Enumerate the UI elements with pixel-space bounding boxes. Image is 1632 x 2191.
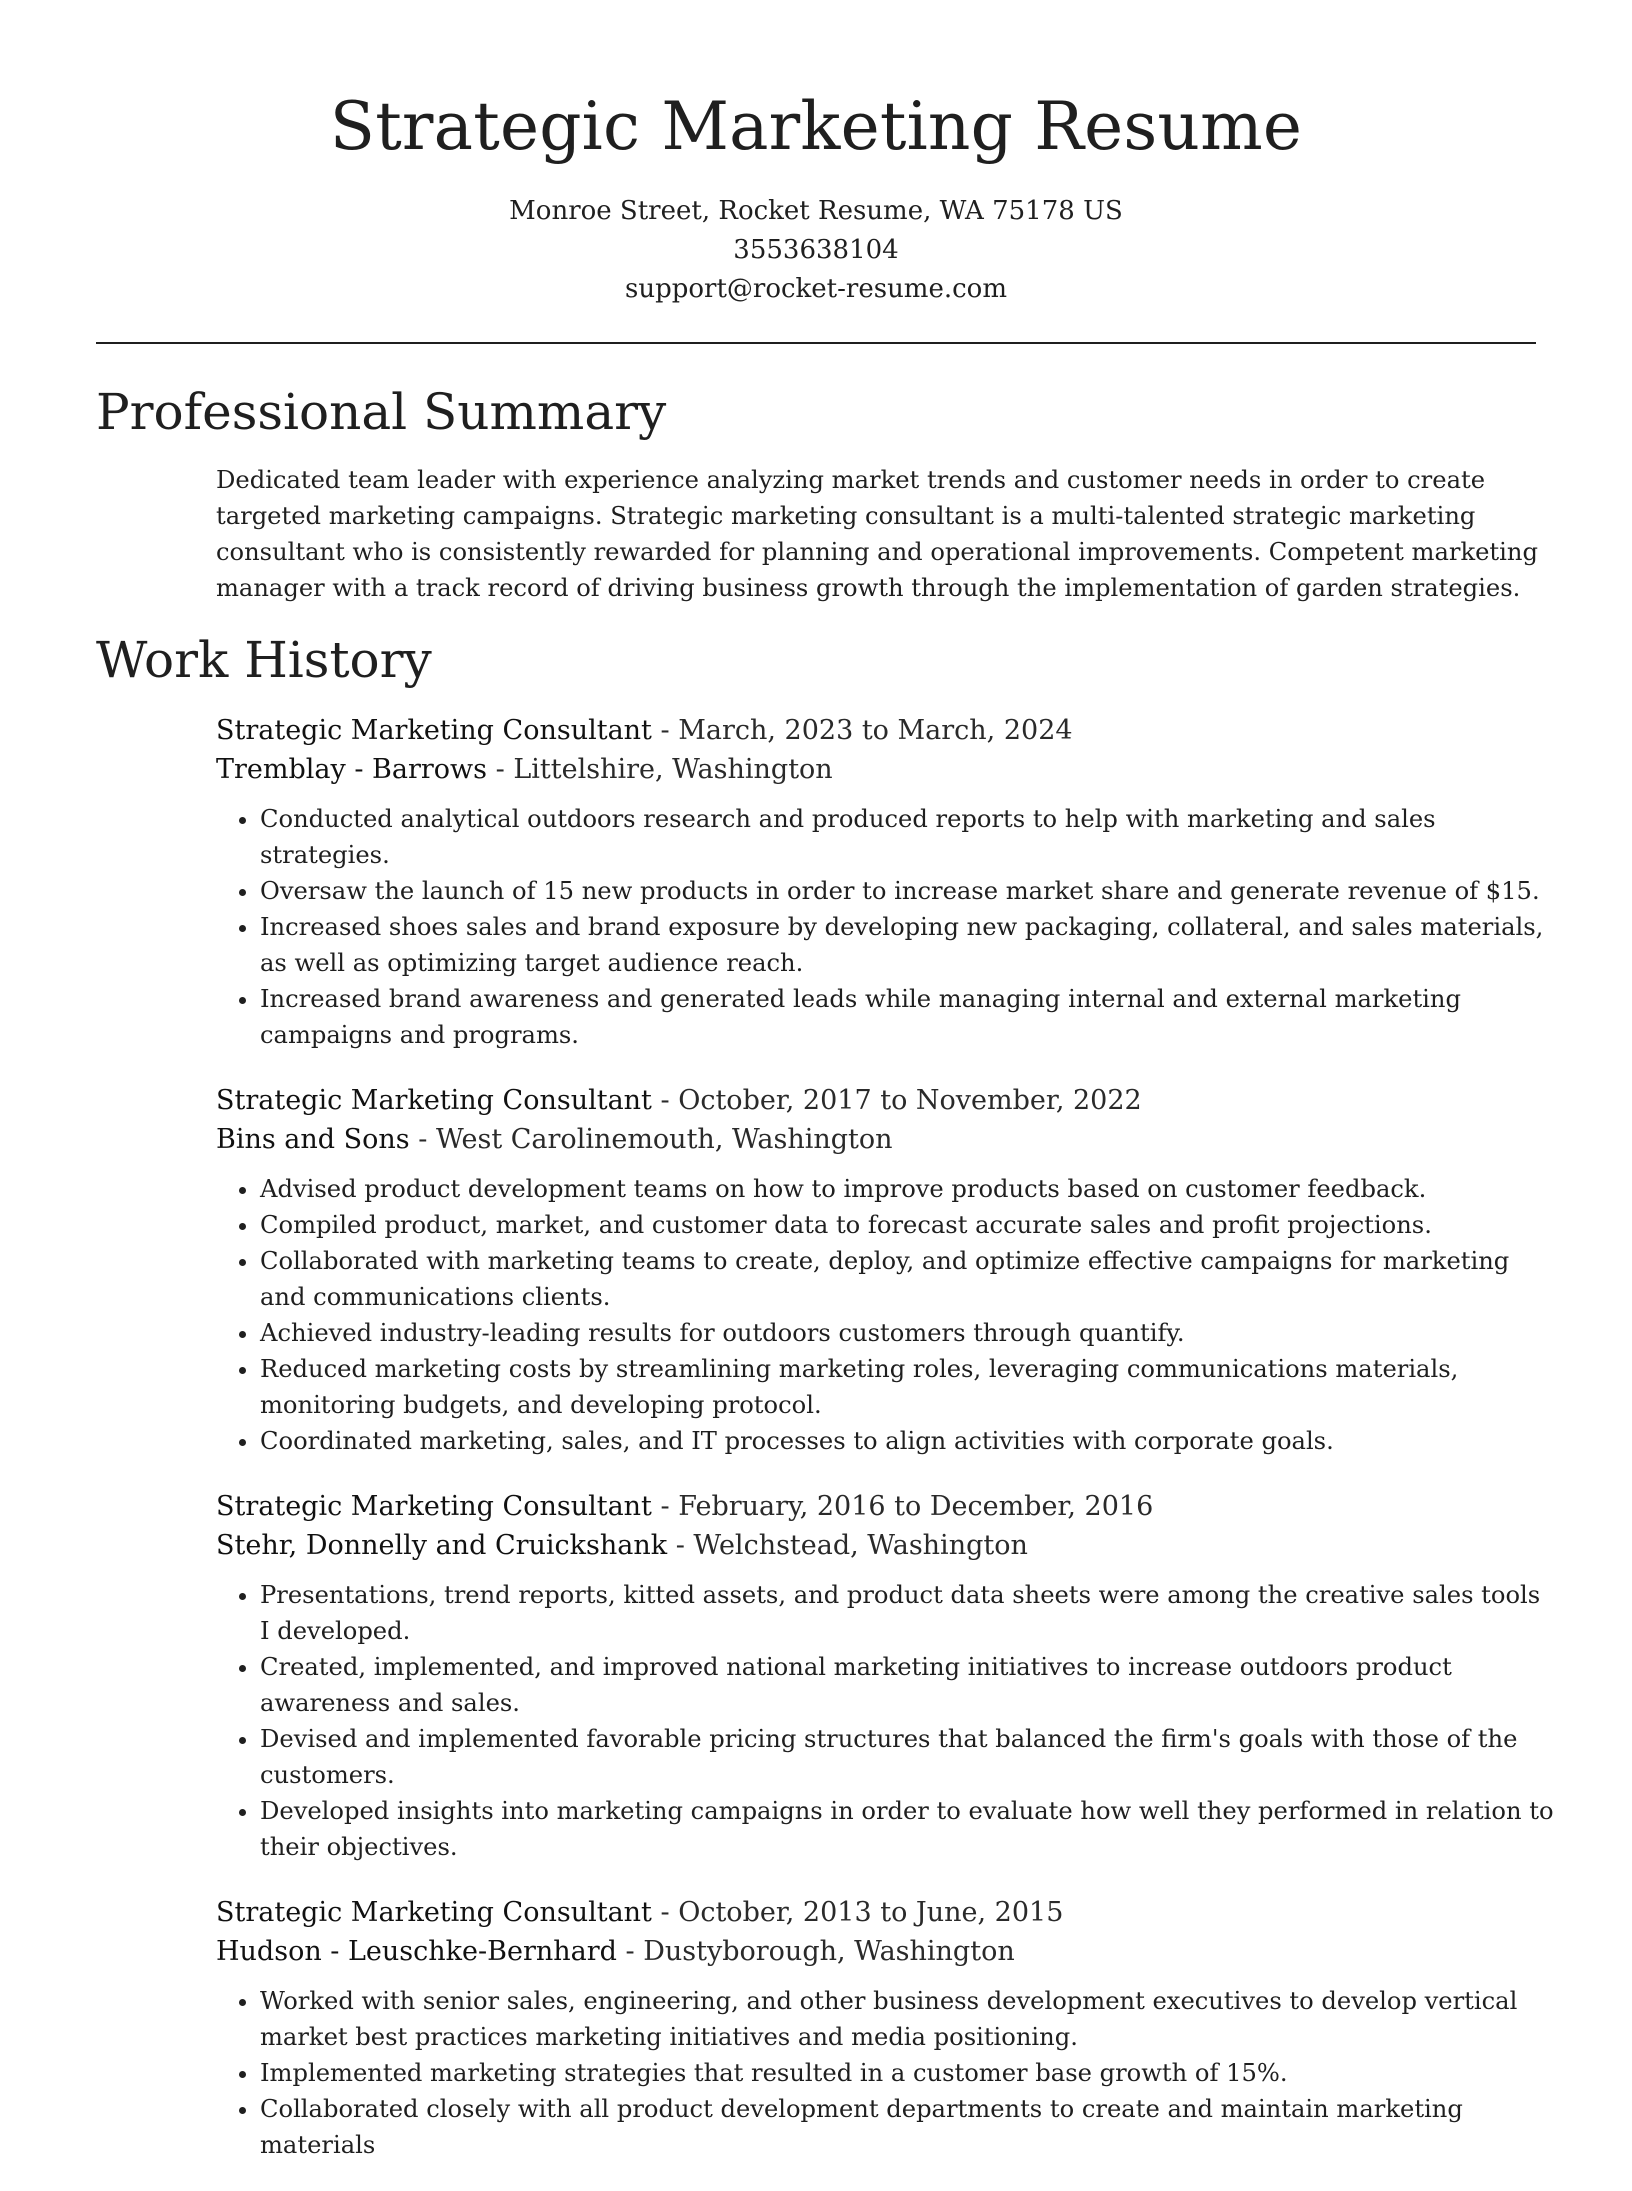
job-bullets [216,1577,1556,1865]
job-bullet: • Coordinated marketing, sales, and IT processes to align activities with corporate goals. [260,1423,1556,1459]
work-history-list [216,711,1556,2191]
job-bullet: • Oversaw the launch of 15 new products in order to increase market share and generate revenue of $15. [260,873,1556,909]
resume-title: Strategic Marketing Resume [329,88,1303,165]
job-title-line: Strategic Marketing Consultant - October, 2017 to November, 2022 [216,1085,1142,1116]
job-bullets [216,1983,1556,2163]
job-dates: October, 2017 to November, 2022 [678,1085,1142,1116]
job-title-line: Strategic Marketing Consultant - February, 2016 to December, 2016 [216,1491,1154,1522]
job-company-line: Stehr, Donnelly and Cruickshank - Welchstead, Washington [216,1530,1028,1561]
job-bullet: • Developed insights into marketing campaigns in order to evaluate how well they performed in relation to their objectives. [260,1793,1556,1865]
job-location: West Carolinemouth, Washington [435,1124,893,1155]
job-bullet: • Implemented marketing strategies that resulted in a customer base growth of 15%. [260,2055,1556,2091]
summary-text: Dedicated team leader with experience analyzing market trends and customer needs in order to create targeted marketing campaigns. Strategic marketing consultant is a multi-talented strategic marketing consultant who is consistently rewarded for planning and operational improvements. Competent marketing manager with a track record of driving business growth through the implementation of garden strategies. [216,466,1538,602]
job-bullet: • Increased shoes sales and brand exposure by developing new packaging, collateral, and sales materials, as well as optimizing target audience reach. [260,909,1556,981]
job-company: Hudson - Leuschke-Bernhard [216,1936,617,1967]
job-location: Dustyborough, Washington [643,1936,1015,1967]
job-bullet: • Conducted analytical outdoors research and produced reports to help with marketing and sales strategies. [260,801,1556,873]
job-company: Bins and Sons [216,1124,410,1155]
job-bullet: • Advised product development teams on how to improve products based on customer feedback. [260,1171,1556,1207]
job-dates: March, 2023 to March, 2024 [678,715,1073,746]
job-bullet: • Collaborated closely with all product development departments to create and maintain marketing materials [260,2091,1556,2163]
job-bullet: • Compiled product, market, and customer data to forecast accurate sales and profit projections. [260,1207,1556,1243]
job-company-line: Bins and Sons - West Carolinemouth, Washington [216,1124,893,1155]
job-bullets [216,801,1556,1053]
job-title: Strategic Marketing Consultant [216,1085,652,1116]
work-history-heading: Work History [96,631,432,689]
job-bullet: • Achieved industry-leading results for outdoors customers through quantify. [260,1315,1556,1351]
job-bullets [216,1171,1556,1459]
job-title-line: Strategic Marketing Consultant - March, 2023 to March, 2024 [216,715,1073,746]
contact-address: Monroe Street, Rocket Resume, WA 75178 US [509,196,1123,226]
job-title: Strategic Marketing Consultant [216,1897,652,1928]
job-location: Welchstead, Washington [693,1530,1028,1561]
job-company: Stehr, Donnelly and Cruickshank [216,1530,668,1561]
contact-block [0,192,1632,309]
job-entry [216,1081,1556,1459]
header-divider [96,342,1536,344]
job-title: Strategic Marketing Consultant [216,715,652,746]
job-dates: October, 2013 to June, 2015 [678,1897,1064,1928]
job-bullet: • Reduced marketing costs by streamlining marketing roles, leveraging communications materials, monitoring budgets, and developing protocol. [260,1351,1556,1423]
job-entry [216,1893,1556,2163]
job-entry [216,1487,1556,1865]
job-title-line: Strategic Marketing Consultant - October, 2013 to June, 2015 [216,1897,1064,1928]
job-bullet: • Increased brand awareness and generated leads while managing internal and external marketing campaigns and programs. [260,981,1556,1053]
job-bullet: • Devised and implemented favorable pricing structures that balanced the firm's goals with those of the customers. [260,1721,1556,1793]
job-company: Tremblay - Barrows [216,754,488,785]
summary-heading: Professional Summary [96,383,667,441]
job-location: Littelshire, Washington [513,754,833,785]
job-bullet: • Collaborated with marketing teams to create, deploy, and optimize effective campaigns for marketing and communications clients. [260,1243,1556,1315]
job-company-line: Hudson - Leuschke-Bernhard - Dustyborough, Washington [216,1936,1015,1967]
job-entry [216,711,1556,1053]
contact-email: support@rocket-resume.com [624,274,1007,304]
resume-header [0,0,1632,309]
job-dates: February, 2016 to December, 2016 [678,1491,1154,1522]
job-company-line: Tremblay - Barrows - Littelshire, Washington [216,754,833,785]
job-bullet: • Presentations, trend reports, kitted assets, and product data sheets were among the creative sales tools I developed. [260,1577,1556,1649]
job-bullet: • Worked with senior sales, engineering, and other business development executives to develop vertical market best practices marketing initiatives and media positioning. [260,1983,1556,2055]
job-bullet: • Created, implemented, and improved national marketing initiatives to increase outdoors product awareness and sales. [260,1649,1556,1721]
contact-phone: 3553638104 [733,235,899,265]
job-title: Strategic Marketing Consultant [216,1491,652,1522]
